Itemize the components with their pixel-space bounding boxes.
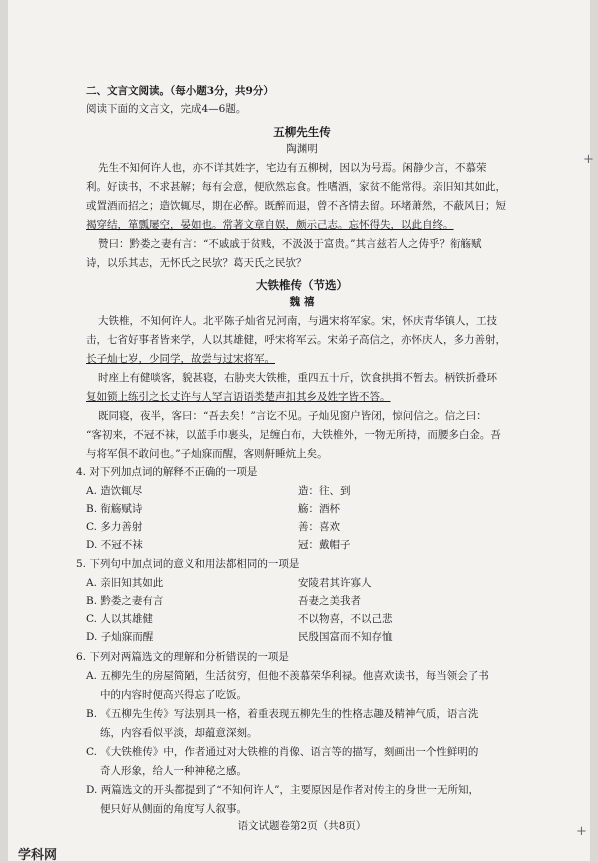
- q6-line: B. 《五柳先生传》写法别具一格，着重表现五柳先生的性格志趣及精神气质，语言洗: [86, 708, 479, 720]
- q5-option-a-compare: 安陵君其许寡人: [298, 577, 372, 589]
- instruction: 阅读下面的文言文，完成4—6题。: [86, 103, 247, 115]
- passage1-line: 利。好读书，不求甚解；每有会意，便欣然忘食。性嗜酒，家贫不能常得。亲旧知其如此，: [86, 181, 506, 193]
- page-footer: 语文试题卷第2页（共8页）: [237, 820, 367, 832]
- q6-line: D. 两篇选文的开头都提到了“不知何许人”，主要原因是作者对传主的身世一无所知，: [86, 784, 479, 796]
- passage2-line: “客初来，不冠不袜，以蓝手巾裹头，足缠白布，大铁椎外，一物无所持，而腰多白金。吾: [86, 429, 501, 441]
- watermark-logo: 学科网: [18, 848, 58, 863]
- passage2-line: 长子灿七岁，少同学，故尝与过宋将军。: [86, 353, 275, 365]
- section-title: 二、文言文阅读。（每小题3分，共9分）: [86, 85, 274, 97]
- q6-line: C. 《大铁椎传》中，作者通过对大铁椎的肖像、语言等的描写，刻画出一个性鲜明的: [86, 746, 479, 758]
- passage1-title: 五柳先生传: [273, 125, 331, 139]
- passage2-author: 魏 禧: [289, 296, 315, 308]
- q5-option-a: A. 亲旧知其如此: [86, 577, 164, 589]
- passage1-line: 褐穿结，箪瓢屡空，晏如也。常著文章自娱，颇示己志。忘怀得失，以此自终。: [86, 219, 454, 231]
- passage2-line: 击，七省好事者皆来学，人以其雄健，呼宋将军云。宋弟子高信之，亦怀庆人，多力善射，: [86, 334, 506, 346]
- q4-option-a: A. 造饮辄尽: [86, 485, 143, 497]
- passage1-line: 先生不知何许人也，亦不详其姓字，宅边有五柳树，因以为号焉。闲静少言，不慕荣: [98, 162, 487, 174]
- q4-stem: 4. 对下列加点词的解释不正确的一项是: [76, 466, 258, 478]
- q6-line: 中的内容时便高兴得忘了吃饭。: [100, 689, 247, 701]
- passage2-title: 大铁椎传（节选）: [256, 278, 348, 292]
- passage2-line: 时座上有健啖客，貌甚寝，右胁夹大铁椎，重四五十斤，饮食拱揖不暂去。柄铁折叠环: [98, 372, 497, 384]
- q6-line: 奇人形象，给人一种神秘之感。: [100, 765, 247, 777]
- q6-line: 练，内容看似平淡，却蕴意深刻。: [100, 727, 258, 739]
- passage2-line: 与将军俱不敢问也。”子灿寐而醒，客则鼾睡炕上矣。: [86, 448, 328, 460]
- q5-option-c-compare: 不以物喜，不以己悲: [298, 613, 393, 625]
- margin-mark: +: [583, 152, 594, 167]
- margin-mark: +: [576, 824, 587, 839]
- q4-option-b-gloss: 觞：酒杯: [298, 503, 340, 515]
- q4-option-a-gloss: 造：往、到: [298, 485, 351, 497]
- q5-option-b-compare: 吾妻之美我者: [298, 595, 361, 607]
- passage1-author: 陶渊明: [286, 143, 318, 155]
- q6-line: A. 五柳先生的房屋简陋，生活贫穷，但他不羡慕荣华利禄。他喜欢读书，每当领会了书: [86, 670, 489, 682]
- q6-stem: 6. 下列对两篇选文的理解和分析错误的一项是: [76, 651, 289, 663]
- q5-stem: 5. 下列句中加点词的意义和用法都相同的一项是: [76, 558, 300, 570]
- q4-option-c-gloss: 善：喜欢: [298, 521, 340, 533]
- exam-page: [8, 0, 594, 861]
- q4-option-b: B. 衔觞赋诗: [86, 503, 143, 515]
- passage2-line: 大铁椎，不知何许人。北平陈子灿省兄河南，与遇宋将军家。宋，怀庆青华镇人，工技: [98, 315, 497, 327]
- q5-option-c: C. 人以其雄健: [86, 613, 153, 625]
- passage1-line: 诗，以乐其志，无怀氏之民欤？葛天氏之民欤？: [86, 257, 307, 269]
- passage2-line: 复如锁上练引之长丈许与人罕言语语类楚声扣其乡及姓字皆不答。: [86, 391, 391, 403]
- passage1-line: 或置酒而招之；造饮辄尽，期在必醉。既醉而退，曾不吝情去留。环堵萧然，不蔽风日；短: [86, 200, 506, 212]
- q4-option-d: D. 不冠不袜: [86, 539, 143, 551]
- passage2-line: 既同寝，夜半，客曰：“吾去矣！”言讫不见。子灿见窗户皆闭，惊问信之。信之曰：: [98, 410, 487, 422]
- q4-option-d-gloss: 冠：戴帽子: [298, 539, 351, 551]
- q6-line: 便只好从侧面的角度写人叙事。: [100, 803, 247, 815]
- q5-option-d: D. 子灿寐而醒: [86, 631, 154, 643]
- q5-option-b: B. 黔娄之妻有言: [86, 595, 164, 607]
- q5-option-d-compare: 民殷国富而不知存恤: [298, 631, 393, 643]
- q4-option-c: C. 多力善射: [86, 521, 143, 533]
- passage1-line: 赞曰：黔娄之妻有言：“不戚戚于贫贱，不汲汲于富贵。”其言兹若人之俦乎？衔觞赋: [98, 238, 482, 250]
